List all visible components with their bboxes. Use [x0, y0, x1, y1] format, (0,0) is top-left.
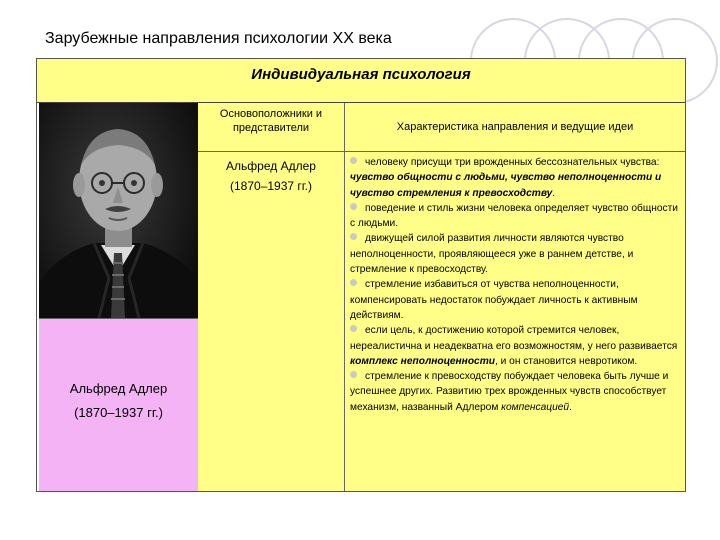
section-title: Индивидуальная психология — [251, 66, 471, 83]
caption-dates: (1870–1937 гг.) — [74, 405, 163, 420]
idea-item — [350, 323, 682, 369]
idea-text: человеку присущи три врожденных бессознательных чувства: — [365, 157, 660, 168]
idea-text: . — [552, 187, 556, 199]
ideas-table — [198, 103, 685, 491]
ideas-list — [350, 155, 682, 415]
bullet-icon — [350, 157, 357, 164]
caption-name: Альфред Адлер — [69, 381, 168, 396]
idea-text: если цель, к достижению которой стремится человек, нереалистична и неадекватна его возможностям, у него развивается — [350, 325, 678, 352]
bullet-icon — [350, 325, 357, 332]
bullet-icon — [350, 233, 357, 240]
photo-caption-panel — [39, 318, 198, 491]
idea-text: чувство общности с людьми, чувство неполноценности и чувство стремления к превосходству — [350, 172, 662, 199]
idea-item — [350, 155, 682, 201]
idea-text: стремление к превосходству побуждает человека быть лучше и успешнее других. Развитию трех врожденных чувств способствует механизм, названный Адлером — [350, 371, 669, 413]
header-founders: Основоположники и представители — [219, 108, 323, 134]
header-characteristics: Характеристика направления и ведущие идеи — [396, 121, 634, 133]
content-frame — [36, 58, 686, 492]
idea-text: поведение и стиль жизни человека определяет чувство общности с людьми. — [350, 202, 678, 230]
idea-item — [350, 231, 682, 277]
row-divider — [198, 151, 685, 152]
idea-item — [350, 277, 682, 323]
section-header — [37, 59, 685, 103]
idea-text: , и он становится невротиком. — [495, 355, 638, 367]
bullet-icon — [350, 279, 357, 286]
portrait-illustration — [39, 103, 198, 318]
idea-text: движущей силой развития личности являются чувство неполноценности, проявляющееся уже в раннем детстве, и стремление к превосходству. — [350, 233, 634, 276]
idea-text: стремление избавиться от чувства неполноценности, компенсировать недостаток побуждает личность к активным действиям. — [350, 279, 638, 321]
bullet-icon — [350, 371, 357, 378]
bullet-icon — [350, 203, 357, 210]
representative-name: Альфред Адлер — [226, 159, 316, 173]
idea-text: комплекс неполноценности — [350, 355, 495, 367]
idea-item — [350, 201, 682, 232]
column-divider — [344, 103, 345, 491]
page-title: Зарубежные направления психологии XX века — [45, 30, 392, 47]
idea-text: компенсацией — [501, 401, 570, 413]
idea-item — [350, 369, 682, 415]
portrait-photo — [39, 103, 198, 318]
representative-dates: (1870–1937 гг.) — [229, 179, 312, 193]
idea-text: . — [569, 401, 572, 413]
